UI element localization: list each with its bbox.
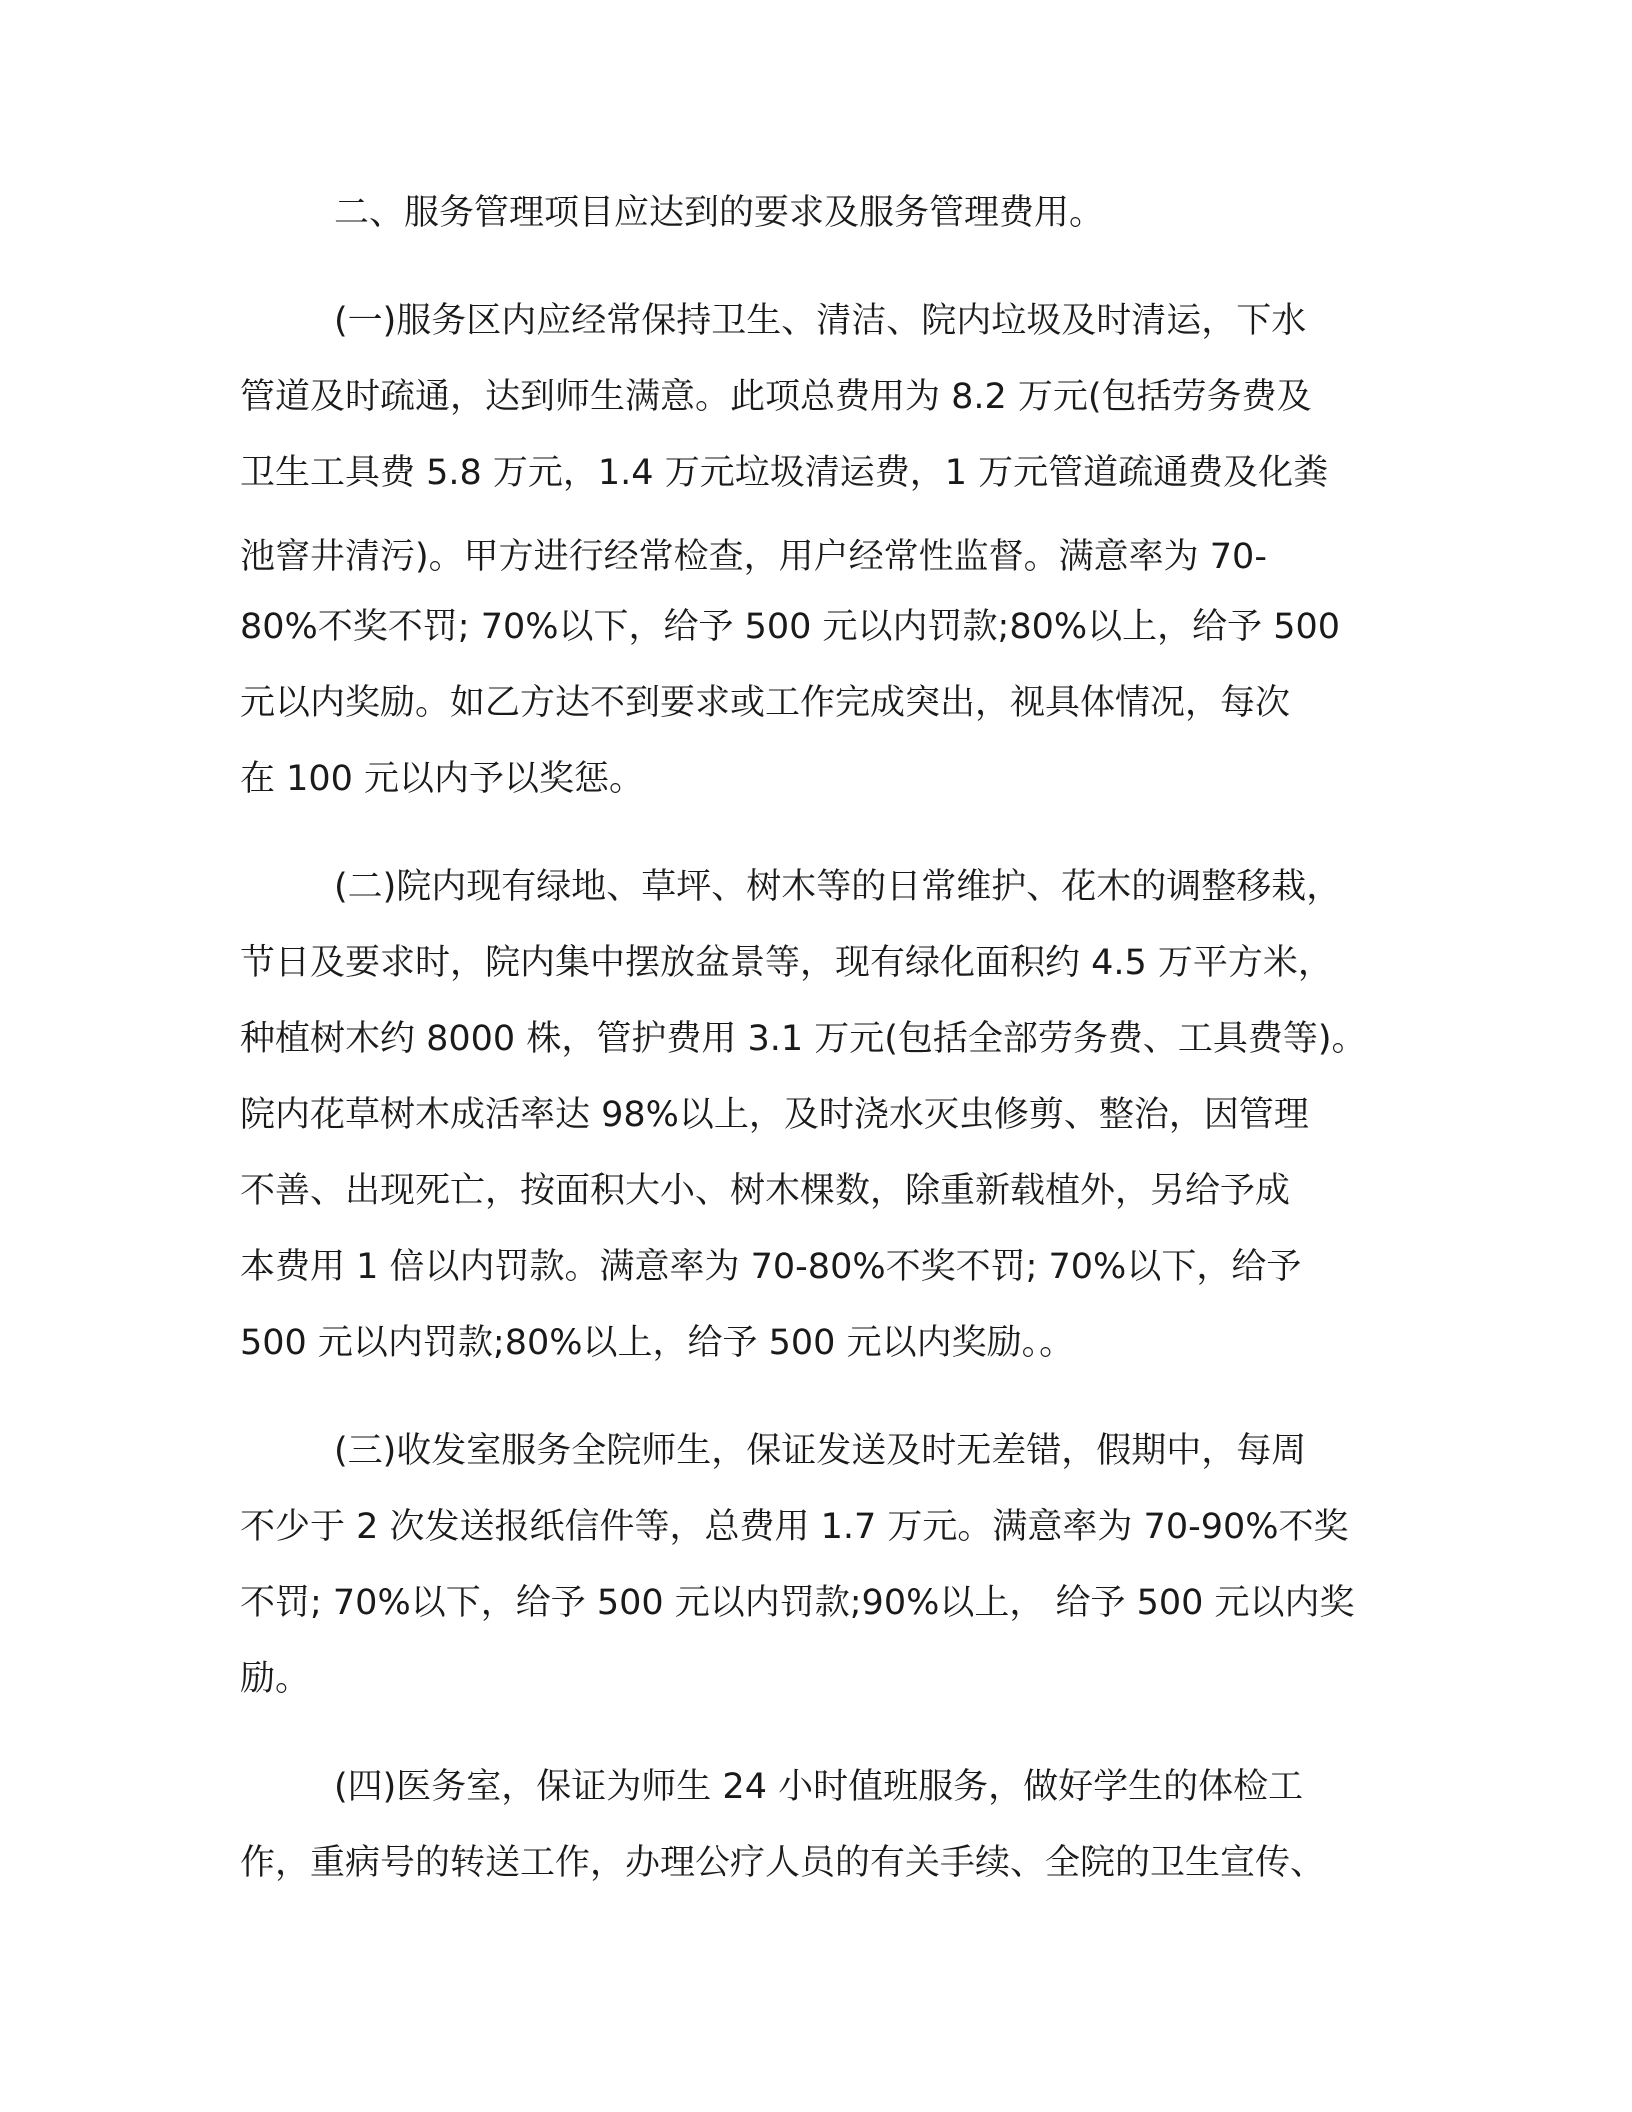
paragraph-line: 种植树木约 8000 株，管护费用 3.1 万元(包括全部劳务费、工具费等)。	[240, 1019, 1367, 1059]
paragraph-line: 励。	[240, 1659, 311, 1699]
paragraph-line: 不善、出现死亡，按面积大小、树木棵数，除重新载植外，另给予成	[240, 1171, 1291, 1211]
paragraph-line: 院内花草树木成活率达 98%以上，及时浇水灭虫修剪、整治，因管理	[240, 1095, 1309, 1135]
paragraph-line: 不少于 2 次发送报纸信件等，总费用 1.7 万元。满意率为 70-90%不奖	[240, 1507, 1349, 1547]
paragraph-line: 80%不奖不罚; 70%以下，给予 500 元以内罚款;80%以上，给予 500	[240, 607, 1341, 647]
paragraph-line: (一)服务区内应经常保持卫生、清洁、院内垃圾及时清运，下水	[334, 301, 1307, 341]
paragraph-line: 500 元以内罚款;80%以上，给予 500 元以内奖励。。	[240, 1323, 1075, 1363]
paragraph-line: 在 100 元以内予以奖惩。	[240, 759, 645, 799]
section-heading: 二、服务管理项目应达到的要求及服务管理费用。	[334, 193, 1105, 233]
paragraph-line: 卫生工具费 5.8 万元，1.4 万元垃圾清运费，1 万元管道疏通费及化粪	[240, 453, 1329, 493]
paragraph-line: (四)医务室，保证为师生 24 小时值班服务，做好学生的体检工	[334, 1767, 1304, 1807]
paragraph-line: 作，重病号的转送工作，办理公疗人员的有关手续、全院的卫生宣传、	[240, 1843, 1326, 1883]
paragraph-line: (三)收发室服务全院师生，保证发送及时无差错，假期中，每周	[334, 1431, 1307, 1471]
paragraph-line: (二)院内现有绿地、草坪、树木等的日常维护、花木的调整移栽，	[334, 867, 1342, 907]
paragraph-line: 池窨井清污)。甲方进行经常检查，用户经常性监督。满意率为 70-	[240, 537, 1267, 577]
paragraph-line: 不罚; 70%以下，给予 500 元以内罚款;90%以上， 给予 500 元以内奖	[240, 1583, 1355, 1623]
paragraph-line: 本费用 1 倍以内罚款。满意率为 70-80%不奖不罚; 70%以下，给予	[240, 1247, 1302, 1287]
paragraph-line: 元以内奖励。如乙方达不到要求或工作完成突出，视具体情况，每次	[240, 683, 1291, 723]
paragraph-line: 节日及要求时，院内集中摆放盆景等，现有绿化面积约 4.5 万平方米，	[240, 943, 1333, 983]
paragraph-line: 管道及时疏通，达到师生满意。此项总费用为 8.2 万元(包括劳务费及	[240, 377, 1312, 417]
